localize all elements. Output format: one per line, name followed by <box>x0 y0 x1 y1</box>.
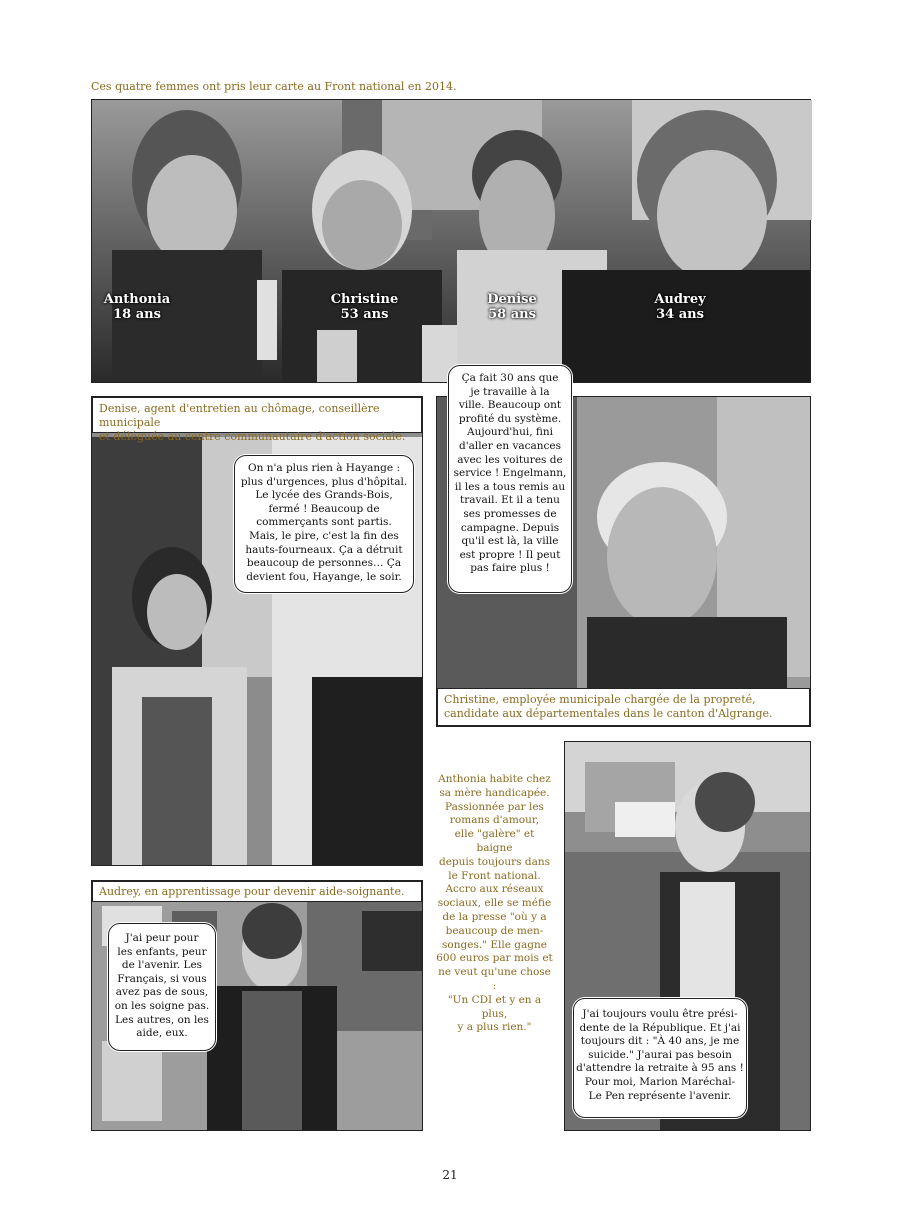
quote-line: il les a tous remis au <box>454 480 566 493</box>
caption-line: Christine, employée municipale chargée de la propreté, <box>444 693 756 706</box>
person-name: Anthonia <box>103 292 171 307</box>
text-line: "Un CDI et y en a plus, <box>447 993 542 1020</box>
quote-line: beaucoup de personnes… Ça <box>246 557 402 570</box>
person-age: 18 ans <box>113 307 161 322</box>
person-age: 58 ans <box>488 307 536 322</box>
quote-line: qu'il est là, la ville <box>461 535 559 548</box>
quote-line: Aujourd'hui, fini <box>467 426 553 439</box>
person-age: 53 ans <box>340 307 389 322</box>
name-label-audrey <box>645 292 715 322</box>
text-line: le Front national. <box>448 869 541 882</box>
text-line: Anthonia habite chez <box>438 773 551 785</box>
anthonia-speech-bubble <box>573 998 747 1118</box>
text-line: depuis toujours dans <box>438 855 551 868</box>
text-line: beaucoup de men- <box>445 924 544 937</box>
quote-line: profité du système. <box>458 412 562 425</box>
quote-line: fermé ! Beaucoup de <box>268 502 380 515</box>
quote-line: Mais, le pire, c'est la fin des <box>249 529 399 542</box>
quote-line: de l'avenir. Les <box>121 959 203 972</box>
quote-line: pas faire plus ! <box>470 562 550 575</box>
group-photo <box>92 100 810 382</box>
text-line: songes." Elle gagne <box>442 938 547 951</box>
quote-line: commerçants sont partis. <box>256 516 392 529</box>
quote-line: on les soigne pas. <box>114 999 210 1012</box>
quote-line: suicide." J'aurai pas besoin <box>588 1048 732 1061</box>
quote-line: J'ai peur pour <box>125 932 199 944</box>
person-name: Denise <box>487 292 537 307</box>
quote-line: Le lycée des Grands-Bois, <box>255 489 393 502</box>
caption-text: Audrey, en apprentissage pour devenir aide-soignante. <box>99 885 405 898</box>
quote-line: plus d'urgences, plus d'hôpital. <box>240 475 408 488</box>
text-line: de la presse "où y a <box>442 910 547 923</box>
quote-line: ses promesses de <box>463 507 557 520</box>
quote-line: devient fou, Hayange, le soir. <box>246 570 402 583</box>
person-name: Audrey <box>654 292 706 307</box>
text-line: y a plus rien." <box>457 1021 532 1034</box>
text-line: 600 euros par mois et <box>436 952 553 965</box>
page-top-caption: Ces quatre femmes ont pris leur carte au Front national en 2014. <box>91 80 457 93</box>
quote-line: Le Pen représente l'avenir. <box>588 1089 732 1102</box>
caption-line: Denise, agent d'entretien au chômage, conseillère municipale <box>99 402 380 429</box>
person-name: Christine <box>330 292 399 307</box>
quote-line: Les autres, on les <box>115 1013 209 1026</box>
quote-line: service ! Engelmann, <box>453 467 567 480</box>
text-line: elle "galère" et baigne <box>454 828 535 854</box>
audrey-caption <box>92 881 422 902</box>
name-label-anthonia <box>102 292 172 322</box>
denise-caption <box>92 397 422 443</box>
quote-line: ville. Beaucoup ont <box>458 399 562 412</box>
quote-line: On n'a plus rien à Hayange : <box>248 462 400 474</box>
name-label-christine <box>327 292 402 322</box>
quote-line: travail. Et il a tenu <box>460 494 560 507</box>
text-line: Accro aux réseaux <box>445 883 544 896</box>
quote-line: campagne. Depuis <box>460 521 560 534</box>
text-line: romans d'amour, <box>449 814 540 827</box>
denise-panel <box>91 396 423 866</box>
text-line: ne veut qu'une chose : <box>438 966 551 992</box>
quote-line: je travaille à la <box>470 385 550 398</box>
christine-caption <box>437 688 810 726</box>
quote-line: d'aller en vacances <box>458 439 562 452</box>
christine-panel <box>436 372 811 727</box>
quote-line: dente de la République. Et j'ai <box>579 1021 741 1034</box>
caption-line: et déléguée au centre communautaire d'action sociale. <box>99 430 406 443</box>
quote-line: Français, si vous <box>117 972 207 985</box>
quote-line: avez pas de sous, <box>115 986 209 999</box>
name-label-denise <box>477 292 547 322</box>
denise-speech-bubble <box>234 455 414 593</box>
quote-line: d'attendre la retraite à 95 ans ! <box>576 1062 744 1075</box>
quote-line: toujours dit : "À 40 ans, je me <box>580 1035 740 1048</box>
anthonia-panel <box>564 741 811 1131</box>
quote-line: avec les voitures de <box>457 453 563 466</box>
text-line: sociaux, elle se méfie <box>437 897 552 910</box>
person-age: 34 ans <box>656 307 704 322</box>
page-number: 21 <box>442 1168 458 1182</box>
caption-line: candidate aux départementales dans le canton d'Algrange. <box>444 707 773 720</box>
quote-line: hauts-fourneaux. Ça a détruit <box>245 543 403 556</box>
group-photo-panel <box>91 99 811 383</box>
audrey-panel <box>91 880 423 1131</box>
text-line: Passionnée par les <box>445 800 544 813</box>
quote-line: est propre ! Il peut <box>459 548 561 561</box>
quote-line: les enfants, peur <box>117 945 207 958</box>
quote-line: J'ai toujours voulu être prési- <box>582 1008 738 1020</box>
quote-line: Ça fait 30 ans que <box>461 372 559 384</box>
quote-line: aide, eux. <box>136 1027 188 1040</box>
anthonia-description <box>436 773 553 1035</box>
audrey-speech-bubble <box>108 923 216 1051</box>
text-line: sa mère handicapée. <box>439 786 550 799</box>
christine-speech-bubble <box>448 365 572 593</box>
quote-line: Pour moi, Marion Maréchal- <box>584 1075 736 1088</box>
